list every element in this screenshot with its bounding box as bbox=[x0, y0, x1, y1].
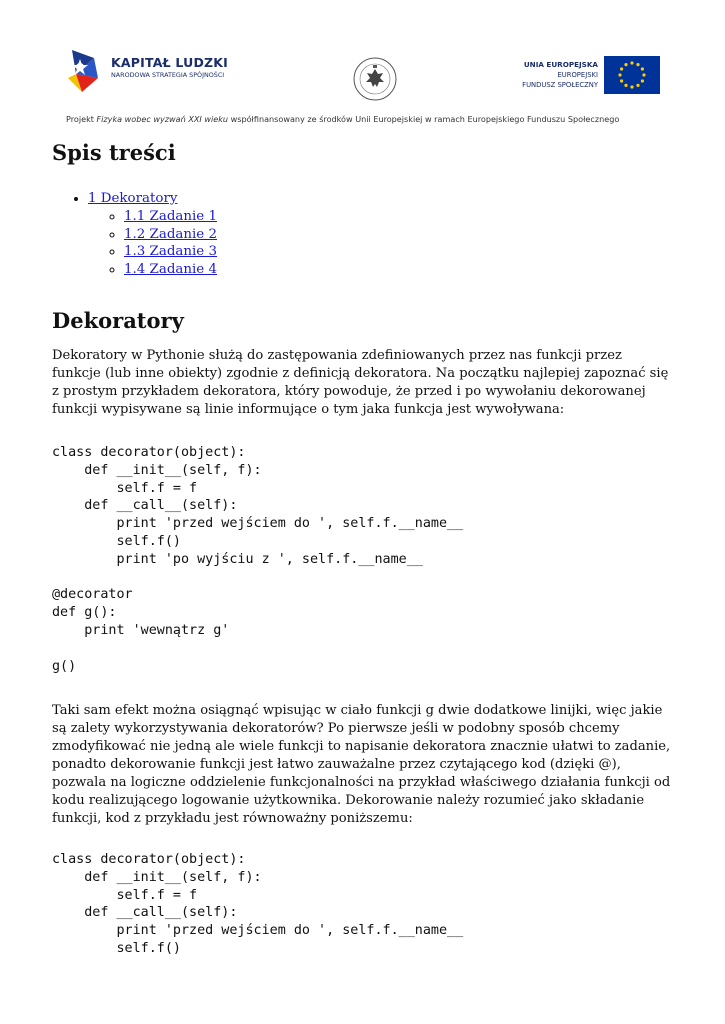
project-suffix: współfinansowany ze środków Unii Europejskiej w ramach Europejskiego Funduszu Społecznego bbox=[228, 114, 620, 124]
eu-fund-line2: FUNDUSZ SPOŁECZNY bbox=[522, 81, 598, 89]
intro-paragraph: Dekoratory w Pythonie służą do zastępowania zdefiniowanych przez nas funkcji przez funkcje (lub inne obiekty) zgodnie z definicją dekoratora. Na początku najlepiej zapoznać się z prostym przykładem dekoratora, który powoduje, że przed i po wywołaniu dekorowanej funkcji wypisywane są linie informujące o tym jaka funkcja jest wywoływana: bbox=[52, 348, 669, 417]
toc-link-dekoratory[interactable]: 1 Dekoratory bbox=[88, 191, 178, 206]
toc-subitem bbox=[124, 243, 652, 261]
project-title: Fizyka wobec wyzwań XXI wieku bbox=[96, 114, 229, 124]
table-of-contents bbox=[52, 190, 652, 279]
eu-flag-icon bbox=[604, 56, 660, 94]
kapital-ludzki-logo bbox=[64, 48, 234, 98]
toc-subitem bbox=[124, 208, 652, 226]
project-funding-line bbox=[66, 114, 666, 124]
toc-link-zadanie-3[interactable]: 1.3 Zadanie 3 bbox=[124, 244, 218, 260]
explanation-paragraph: Taki sam efekt można osiągnąć wpisując w ciało funkcji g dwie dodatkowe linijki, więc jakie są zalety wykorzystywania dekoratorów? Po pierwsze jeśli w podobny sposób chcemy zmodyfikować nie jedną ale wiele funkcji to napisanie dekoratora znacznie ułatwi to zadanie, ponadto dekorowanie funkcji jest łatwo zauważalne przez czytającego kod (dzięki @), pozwala na logiczne oddzielenie funkcjonalności na przykład właściwego działania funkcji od kodu realizującego logowanie użytkownika. Dekorowanie należy rozumieć jako składanie funkcji, kod z przykładu jest równoważny poniższemu: bbox=[52, 703, 671, 826]
toc-link-zadanie-1[interactable]: 1.1 Zadanie 1 bbox=[124, 208, 218, 224]
toc-subitem bbox=[124, 261, 652, 279]
project-prefix: Projekt bbox=[66, 114, 97, 124]
toc-link-zadanie-4[interactable]: 1.4 Zadanie 4 bbox=[124, 262, 218, 278]
toc-heading: Spis treści bbox=[52, 140, 176, 165]
kapital-ludzki-subtitle: NARODOWA STRATEGIA SPÓJNOŚCI bbox=[111, 71, 225, 79]
kapital-ludzki-emblem-icon bbox=[64, 48, 108, 98]
header-banner bbox=[0, 0, 725, 132]
code-block-example: class decorator(object): def __init__(self, f): self.f = f def __call__(self): print 'przed wejściem do ', self.f.__name__ self.f() print 'po wyjściu z ', self.f.__name__ @decorator def g(): print 'wewnątrz g' g() bbox=[52, 445, 464, 674]
toc-item bbox=[88, 190, 652, 279]
eu-fund-label bbox=[500, 60, 598, 90]
kapital-ludzki-title: KAPITAŁ LUDZKI bbox=[111, 55, 229, 70]
toc-link-zadanie-2[interactable]: 1.2 Zadanie 2 bbox=[124, 226, 218, 242]
section-heading: Dekoratory bbox=[52, 308, 184, 333]
eu-fund-line1: EUROPEJSKI bbox=[557, 71, 598, 79]
university-seal-icon bbox=[352, 56, 398, 102]
toc-subitem bbox=[124, 226, 652, 244]
code-block-equivalent: class decorator(object): def __init__(self, f): self.f = f def __call__(self): print 'przed wejściem do ', self.f.__name__ self.f() bbox=[52, 852, 464, 956]
eu-union-name: UNIA EUROPEJSKA bbox=[523, 60, 598, 69]
